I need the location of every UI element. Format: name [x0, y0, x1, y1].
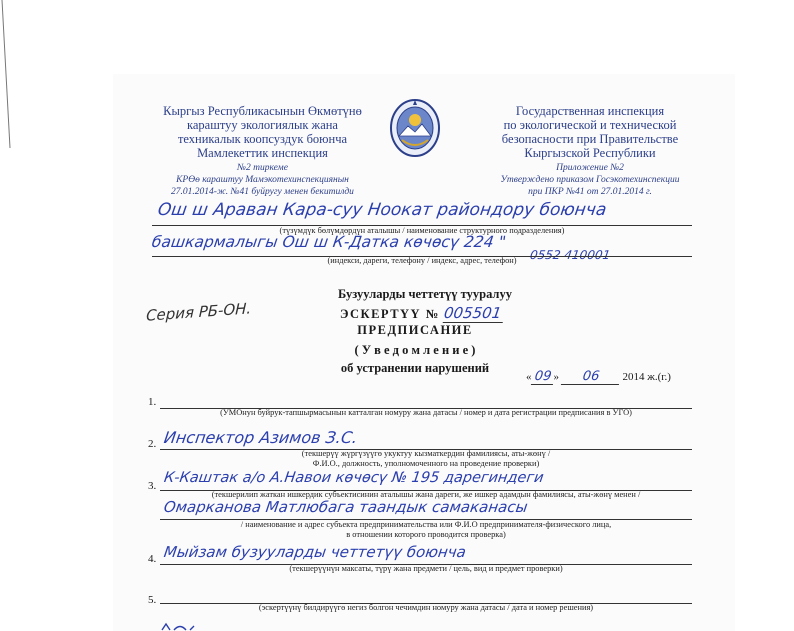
header-left-line: караштуу экологиялык жана — [187, 118, 338, 132]
title-line4: ( У в е д о м л е н и е ) — [354, 343, 476, 357]
header-right — [470, 104, 710, 160]
field-3b-caption-2: в отношении которого проводится проверка) — [346, 530, 506, 539]
field-5-caption: (эскертүүнү билдирүүгө негиз болгон чечимдин номуру жана датасы / дата и номер решения) — [258, 603, 594, 612]
org-handwritten-line1: Ош ш Араван Кара-суу Ноокат райондору боюнча — [156, 200, 608, 220]
field-2-caption: (текшерүү жүргүзүүгө укуктуу кызматкердин фамилиясы, аты-жөнү / — [301, 449, 551, 458]
org-caption-1: (түзүмдүк бөлүмдөрдүн аталышы / наименование структурного подразделения) — [279, 226, 565, 235]
note-line: Приложение №2 — [556, 163, 624, 173]
header-right-line: Государственная инспекция — [515, 104, 665, 118]
field-4-caption: (текшерүүнүн максаты, түрү жана предмети / цель, вид и предмет проверки) — [289, 564, 563, 573]
note-line: КРӨө караштуу Мамэкотехинспекциянын — [176, 175, 349, 185]
header-left-line: Кыргыз Республикасынын Өкмөтүнө — [163, 104, 362, 118]
field-4-handwritten: Мыйзам бузууларды четтетүү боюнча — [162, 543, 468, 561]
note-line: 27.01.2014-ж. №41 буйругу менен бекитилди — [171, 187, 354, 197]
date-year-prefix: 201 — [622, 371, 639, 383]
field-3b-handwritten: Омарканова Матлюбага таандык самаканасы — [162, 498, 529, 516]
note-line: Утверждено приказом Госэкотехинспекции — [500, 175, 680, 185]
series-handwritten: Серия РБ-ОН. — [145, 299, 252, 325]
header-right-line: безопасности при Правительстве — [501, 132, 679, 146]
field-1-caption: (УМОнун буйрук-тапшырмасынын катталган номуру жана датасы / номер и дата регистрации предписания в УГО) — [220, 408, 632, 417]
cut-off-handwriting — [160, 622, 220, 631]
header-left — [145, 104, 380, 160]
date-suffix: ж.(г.) — [647, 371, 671, 383]
date-close-quote: » — [553, 371, 559, 383]
field-3b-caption: / наименование и адрес субъекта предпринимательства или Ф.И.О предпринимателя-физического лица, — [240, 520, 612, 529]
date-year-digit: 4 — [639, 371, 645, 383]
title-line2 — [340, 304, 580, 323]
title-eskertuu: ЭСКЕРТҮҮ № — [340, 307, 440, 321]
note-line: №2 тиркеме — [237, 163, 288, 173]
title-line5: об устранении нарушений — [340, 361, 490, 375]
date-month: 06 — [561, 369, 621, 385]
header-right-line: по экологической и технической — [503, 118, 677, 132]
field-5-number: 5. — [148, 594, 157, 606]
title-line1: Бузууларды четтетүү тууралуу — [338, 287, 512, 301]
header-right-line: Кыргызской Республики — [524, 146, 656, 160]
header-left-line: Мамлекеттик инспекция — [197, 146, 328, 160]
title-line3: ПРЕДПИСАНИЕ — [357, 323, 473, 337]
field-4-number: 4. — [148, 553, 157, 565]
header-left-note — [145, 162, 380, 198]
org-caption-2: (индекси, дареги, телефону / индекс, адрес, телефон) — [327, 256, 517, 265]
note-line: при ПКР №41 от 27.01.2014 г. — [528, 187, 652, 197]
org-phone-handwritten: 0552 410001 — [529, 248, 612, 262]
field-3-caption: (текшерилип жаткан ишкердик субъектисинин аталышы жана дареги, же ишкер адамдын фамилиясы, аты-жөнү менен / — [211, 490, 641, 499]
field-2-caption-2: Ф.И.О., должность, уполномоченного на проведение проверки) — [312, 459, 540, 468]
header-right-note — [470, 162, 710, 198]
date-day: 09 — [530, 369, 554, 385]
date-open-quote: « — [526, 371, 532, 383]
document-number: 005501 — [443, 304, 506, 323]
field-2-number: 2. — [148, 438, 157, 450]
date-row — [526, 369, 716, 385]
field-3-number: 3. — [148, 480, 157, 492]
header-left-line: техникалык коопсуздук боюнча — [177, 132, 348, 146]
field-3-handwritten: К-Каштак а/о А.Навои көчөсү № 195 дарегиндеги — [162, 470, 545, 486]
field-2-handwritten: Инспектор Азимов З.С. — [162, 428, 359, 447]
org-handwritten-line2: башкармалыгы Ош ш К-Датка көчөсү 224 " — [150, 233, 508, 251]
field-1-number: 1. — [148, 396, 157, 408]
state-emblem-icon — [388, 96, 442, 162]
